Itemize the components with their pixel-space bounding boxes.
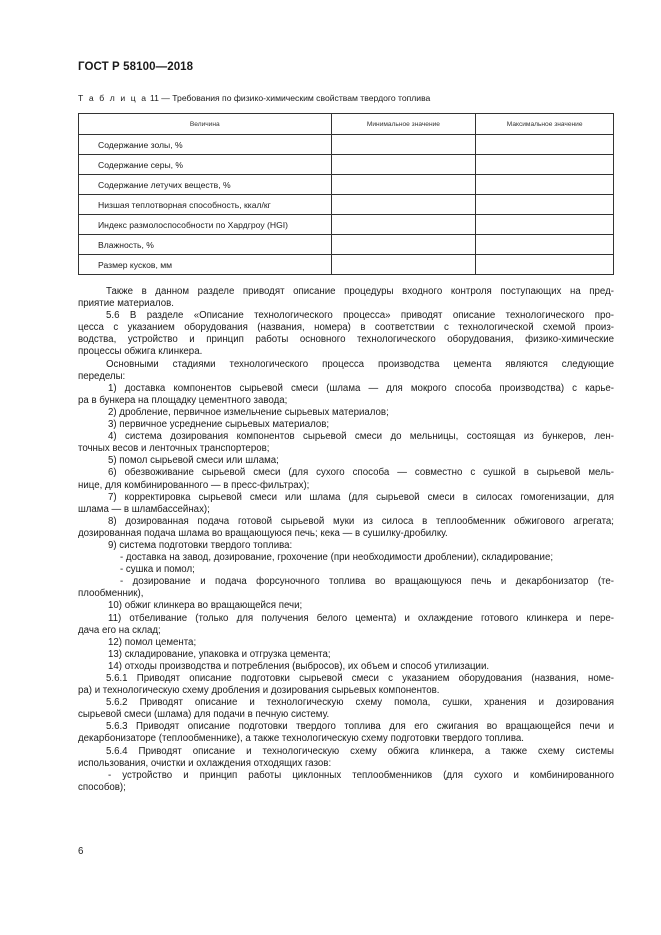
text-line: плообменник), [78, 588, 144, 600]
text-line: нице, для комбинированного — в пресс-фильтрах); [78, 479, 310, 491]
table-cell-max [476, 255, 614, 275]
text-line: Основными стадиями технологического процесса производства цемента являются следующие [106, 358, 614, 370]
text-line: - доставка на завод, дозирование, грохочение (при необходимости дроблении), складирование; [120, 552, 554, 564]
text-line: 5) помол сырьевой смеси или шлама; [108, 455, 279, 467]
text-line: 5.6 В разделе «Описание технологического процесса» приводят описание технологического про- [106, 310, 614, 322]
text-line: - дозирование и подача форсуночного топлива во вращающуюся печь и декарбонизатор (те- [120, 576, 614, 588]
column-header-max: Максимальное значение [476, 114, 614, 135]
table-cell-name: Влажность, % [79, 235, 332, 255]
page-number: 6 [78, 846, 84, 857]
text-line: 4) система дозирования компонентов сырьевой смеси до мельницы, состоящая из бункеров, лен- [108, 431, 614, 443]
text-line: 5.6.3 Приводят описание подготовки твердого топлива для его сжигания во вращающейся печи и [106, 721, 614, 733]
table-row [79, 195, 614, 215]
text-line: 5.6.1 Приводят описание подготовки сырьевой смеси с указанием оборудования (названия, номе- [106, 673, 614, 684]
text-line: 9) система подготовки твердого топлива: [108, 539, 293, 551]
table-row [79, 135, 614, 155]
text-line: 12) помол цемента; [108, 636, 197, 648]
text-line: ра в бункера на площадку цементного завода; [78, 394, 288, 406]
table-header-row [79, 114, 614, 135]
text-line: 6) обезвоживание сырьевой смеси (для сухого способа — совместно с сушкой в сырьевой мель- [108, 467, 614, 479]
table-caption-prefix: Т а б л и ц а [78, 93, 148, 103]
table-caption-text: 11 — Требования по физико-химическим свойствам твердого топлива [149, 93, 431, 103]
body-text [78, 286, 614, 794]
text-line: использования, очистки и охлаждения отходящих газов: [78, 757, 332, 769]
text-line: 13) складирование, упаковка и отгрузка цемента; [108, 648, 331, 660]
requirements-table [78, 113, 614, 275]
text-line: 11) отбеливание (только для получения белого цемента) и охлаждение готового клинкера и пере- [108, 612, 614, 624]
text-line: - устройство и принцип работы циклонных теплообменников (для сухого и комбинированного [108, 769, 614, 781]
table-cell-name: Содержание летучих веществ, % [79, 175, 332, 195]
table-cell-max [476, 195, 614, 215]
text-line: дозированная подача шлама во вращающуюся печь; кека — в сушилку-дробилку. [78, 527, 448, 539]
table-cell-name: Низшая теплотворная способность, ккал/кг [79, 195, 332, 215]
table-row [79, 175, 614, 195]
text-line: 5.6.4 Приводят описание и технологическую схему обжига клинкера, а также схему системы [106, 745, 614, 757]
table-cell-max [476, 135, 614, 155]
table-row [79, 155, 614, 175]
text-line: - сушка и помол; [120, 564, 195, 576]
text-line: 14) отходы производства и потребления (выбросов), их объем и способ утилизации. [108, 660, 490, 672]
text-line: дача его на склад; [78, 624, 161, 636]
table-row [79, 255, 614, 275]
text-line: процессы обжига клинкера. [78, 346, 203, 358]
text-line: водства, устройство и принцип работы основного технологического оборудования, физико-химические [78, 334, 614, 346]
table-cell-min [331, 235, 476, 255]
text-line: 7) корректировка сырьевой смеси или шлама (для сырьевой смеси в силосах гомогенизации, для [108, 491, 614, 503]
text-line: 1) доставка компонентов сырьевой смеси (шлама — для мокрого способа производства) с карье- [108, 382, 614, 394]
table-cell-min [331, 155, 476, 175]
text-line: декарбонизаторе (теплообменнике), а также технологическую схему подготовки твердого топлива. [78, 733, 524, 745]
text-line: приятие материалов. [78, 298, 174, 310]
table-row [79, 235, 614, 255]
table-cell-max [476, 235, 614, 255]
table-cell-min [331, 215, 476, 235]
table-cell-max [476, 215, 614, 235]
text-line: 2) дробление, первичное измельчение сырьевых материалов; [108, 406, 389, 418]
table-cell-min [331, 135, 476, 155]
text-line: 3) первичное усреднение сырьевых материалов; [108, 419, 330, 431]
text-line: переделы: [78, 370, 126, 382]
text-line: ра) и технологическую схему дробления и дозирования сырьевых компонентов. [78, 685, 440, 697]
table-cell-min [331, 175, 476, 195]
text-line: способов); [78, 781, 126, 793]
text-line: шлама — в шламбассейнах); [78, 503, 210, 515]
table-row [79, 215, 614, 235]
text-line: сырьевой смеси (шлама) для подачи в печную систему. [78, 709, 330, 721]
table-cell-name: Индекс размолоспособности по Хардгроу (HGI) [79, 215, 332, 235]
table-cell-name: Размер кусков, мм [79, 255, 332, 275]
text-line: Также в данном разделе приводят описание процедуры входного контроля поступающих на пред- [106, 286, 614, 297]
text-line: точных весов и ленточных транспортеров; [78, 443, 270, 455]
table-cell-max [476, 155, 614, 175]
column-header-quantity: Величина [79, 114, 332, 135]
text-line: 8) дозированная подача готовой сырьевой муки из силоса в теплообменник обжигового агрегата; [108, 515, 614, 527]
table-cell-min [331, 195, 476, 215]
table-cell-min [331, 255, 476, 275]
text-line: 10) обжиг клинкера во вращающейся печи; [108, 600, 303, 612]
table-cell-max [476, 175, 614, 195]
document-header: ГОСТ Р 58100—2018 [78, 61, 194, 73]
text-line: цесса с указанием оборудования (названия, номера) в соответствии с технологической схемой произ- [78, 322, 614, 334]
column-header-min: Минимальное значение [331, 114, 476, 135]
table-cell-name: Содержание золы, % [79, 135, 332, 155]
table-caption [78, 93, 430, 103]
table-cell-name: Содержание серы, % [79, 155, 332, 175]
text-line: 5.6.2 Приводят описание и технологическую схему помола, сушки, хранения и дозирования [106, 697, 614, 709]
